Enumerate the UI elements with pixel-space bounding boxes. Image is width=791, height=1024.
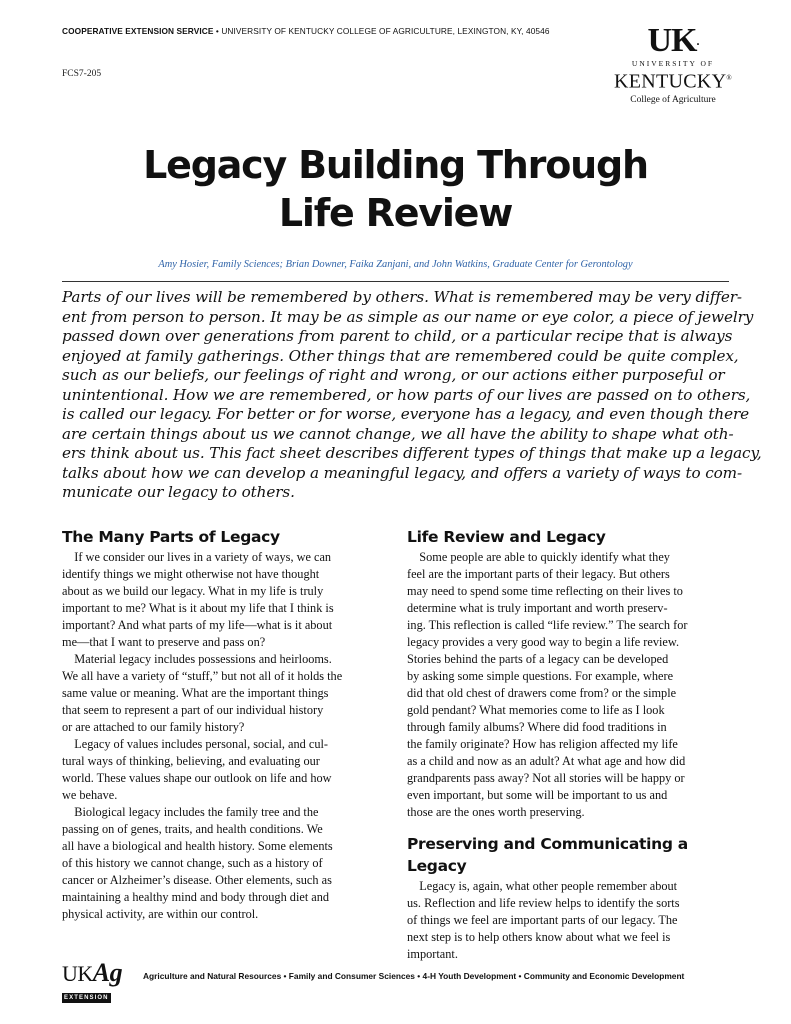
uk-college-logo (612, 24, 734, 106)
uk-logo-college: College of Agriculture (630, 94, 716, 105)
intro-line: passed down over generations from parent to child, or a particular recipe that is always (62, 327, 733, 345)
body-line: through family albums? Where did food traditions in (407, 720, 667, 734)
authors-byline: Amy Hosier, Family Sciences; Brian Downer, Faika Zanjani, and John Watkins, Graduate Center for Gerontology (158, 259, 633, 270)
document-title-line-2: Life Review (278, 191, 513, 235)
publication-number: FCS7-205 (62, 69, 102, 79)
left-column (62, 526, 384, 923)
right-column (407, 526, 729, 963)
title-divider (62, 281, 729, 282)
section-heading-preserving: Preserving and Communicating a Legacy (407, 835, 688, 875)
body-line: of things we feel are important parts of our legacy. The (407, 913, 678, 927)
body-line: cancer or Alzheimer’s disease. Other elements, such as (62, 873, 332, 887)
body-line: gold pendant? What memories come to life as I look (407, 703, 665, 717)
section-heading-many-parts: The Many Parts of Legacy (62, 528, 280, 546)
body-line: ing. This reflection is called “life review.” The search for (407, 618, 688, 632)
body-line: identify things we might otherwise not have thought (62, 567, 320, 581)
body-line: us. Reflection and life review helps to identify the sorts (407, 896, 680, 910)
body-line: as a child and now as an adult? At what age and how did (407, 754, 686, 768)
body-line: of this history we cannot change, such as a history of (62, 856, 323, 870)
body-line: Stories behind the parts of a legacy can be developed (407, 652, 669, 666)
body-line: legacy provides a very good way to begin a life review. (407, 635, 680, 649)
body-line: grandparents pass away? Not all stories will be happy or (407, 771, 685, 785)
body-line: important to me? What is it about my life that I think is (62, 601, 334, 615)
body-line: Legacy is, again, what other people remember about (407, 879, 678, 893)
body-line: that seem to represent a part of our individual history (62, 703, 324, 717)
body-line: did that old chest of drawers come from? or the simple (407, 686, 677, 700)
uk-logo-university-of: UNIVERSITY OF (631, 59, 715, 68)
body-line: may need to spend some time reflecting on their lives to (407, 584, 683, 598)
body-line: we behave. (62, 788, 118, 802)
intro-line: talks about how we can develop a meaningful legacy, and offers a variety of ways to com- (62, 463, 743, 482)
body-line: those are the ones worth preserving. (407, 805, 585, 819)
intro-line: is called our legacy. For better or for worse, everyone has a legacy, and even though there (62, 405, 750, 423)
extension-service-label: COOPERATIVE EXTENSION SERVICE (62, 26, 214, 36)
body-line: same value or meaning. What are the important things (62, 686, 329, 700)
body-line: world. These values shape our outlook on life and how (62, 771, 332, 785)
intro-line: Parts of our lives will be remembered by others. What is remembered may be very differ- (62, 288, 742, 306)
body-line: passing on of genes, traits, and health conditions. We (62, 822, 323, 836)
body-line: important. (407, 947, 458, 961)
intro-line: enjoyed at family gatherings. Other things that are remembered could be quite complex, (62, 346, 739, 365)
body-line: about as we build our legacy. What in my life is truly (62, 584, 324, 598)
body-line: maintaining a healthy mind and body through diet and (62, 890, 330, 904)
body-line: the family originate? How has religion affected my life (407, 737, 678, 751)
section-body-preserving (407, 878, 729, 963)
body-line: We all have a variety of “stuff,” but not all of it holds the (62, 669, 343, 683)
body-line: all have a biological and health history. Some elements (62, 839, 333, 853)
ukag-wordmark: UKAg (62, 958, 123, 987)
header-line (62, 26, 550, 36)
intro-line: ent from person to person. It may be as simple as our name or eye color, a piece of jewelry (62, 307, 754, 326)
extension-label: EXTENSION (64, 995, 109, 1001)
intro-line: such as our beliefs, our feelings of right and wrong, or our actions either purposeful or (62, 366, 725, 384)
body-line: Material legacy includes possessions and heirlooms. (62, 652, 332, 666)
intro-line: municate our legacy to others. (62, 483, 295, 501)
section-body-many-parts (62, 549, 384, 923)
body-line: important? And what parts of my life—what is it about (62, 618, 333, 632)
body-line: me—that I want to preserve and pass on? (62, 635, 266, 649)
body-line: Legacy of values includes personal, social, and cul- (62, 737, 328, 751)
uk-logo-kentucky: KENTUCKY® (613, 70, 732, 93)
intro-paragraph (62, 288, 762, 503)
section-body-life-review (407, 549, 729, 821)
body-line: Some people are able to quickly identify what they (407, 550, 670, 564)
body-line: If we consider our lives in a variety of ways, we can (62, 550, 332, 564)
body-line: by asking some simple questions. For example, where (407, 669, 674, 683)
footer-programs: Agriculture and Natural Resources • Family and Consumer Sciences • 4-H Youth Development • Community and Economic Development (143, 971, 685, 981)
body-line: even important, but some will be important to us and (407, 788, 668, 802)
document-title-line-1: Legacy Building Through (143, 143, 648, 187)
body-line: physical activity, are within our control. (62, 907, 259, 921)
ukag-extension-logo (62, 958, 132, 1003)
body-line: feel are the important parts of their legacy. But others (407, 567, 670, 581)
intro-line: ers think about us. This fact sheet describes different types of things that make up a legacy, (62, 444, 762, 462)
university-address: • UNIVERSITY OF KENTUCKY COLLEGE OF AGRICULTURE, LEXINGTON, KY, 40546 (213, 26, 550, 36)
body-line: determine what is truly important and worth preserv- (407, 601, 668, 615)
body-line: next step is to help others know about what we feel is (407, 930, 671, 944)
body-line: or are attached to our family history? (62, 720, 245, 734)
intro-line: are certain things about us we cannot change, we all have the ability to shape what oth- (62, 424, 734, 443)
uk-logo-mark: UK. (647, 22, 699, 59)
section-heading-life-review: Life Review and Legacy (407, 528, 606, 546)
body-line: Biological legacy includes the family tree and the (62, 805, 319, 819)
intro-line: unintentional. How we are remembered, or how parts of our lives are passed on to others, (62, 385, 751, 404)
body-line: tural ways of thinking, believing, and evaluating our (62, 754, 320, 768)
